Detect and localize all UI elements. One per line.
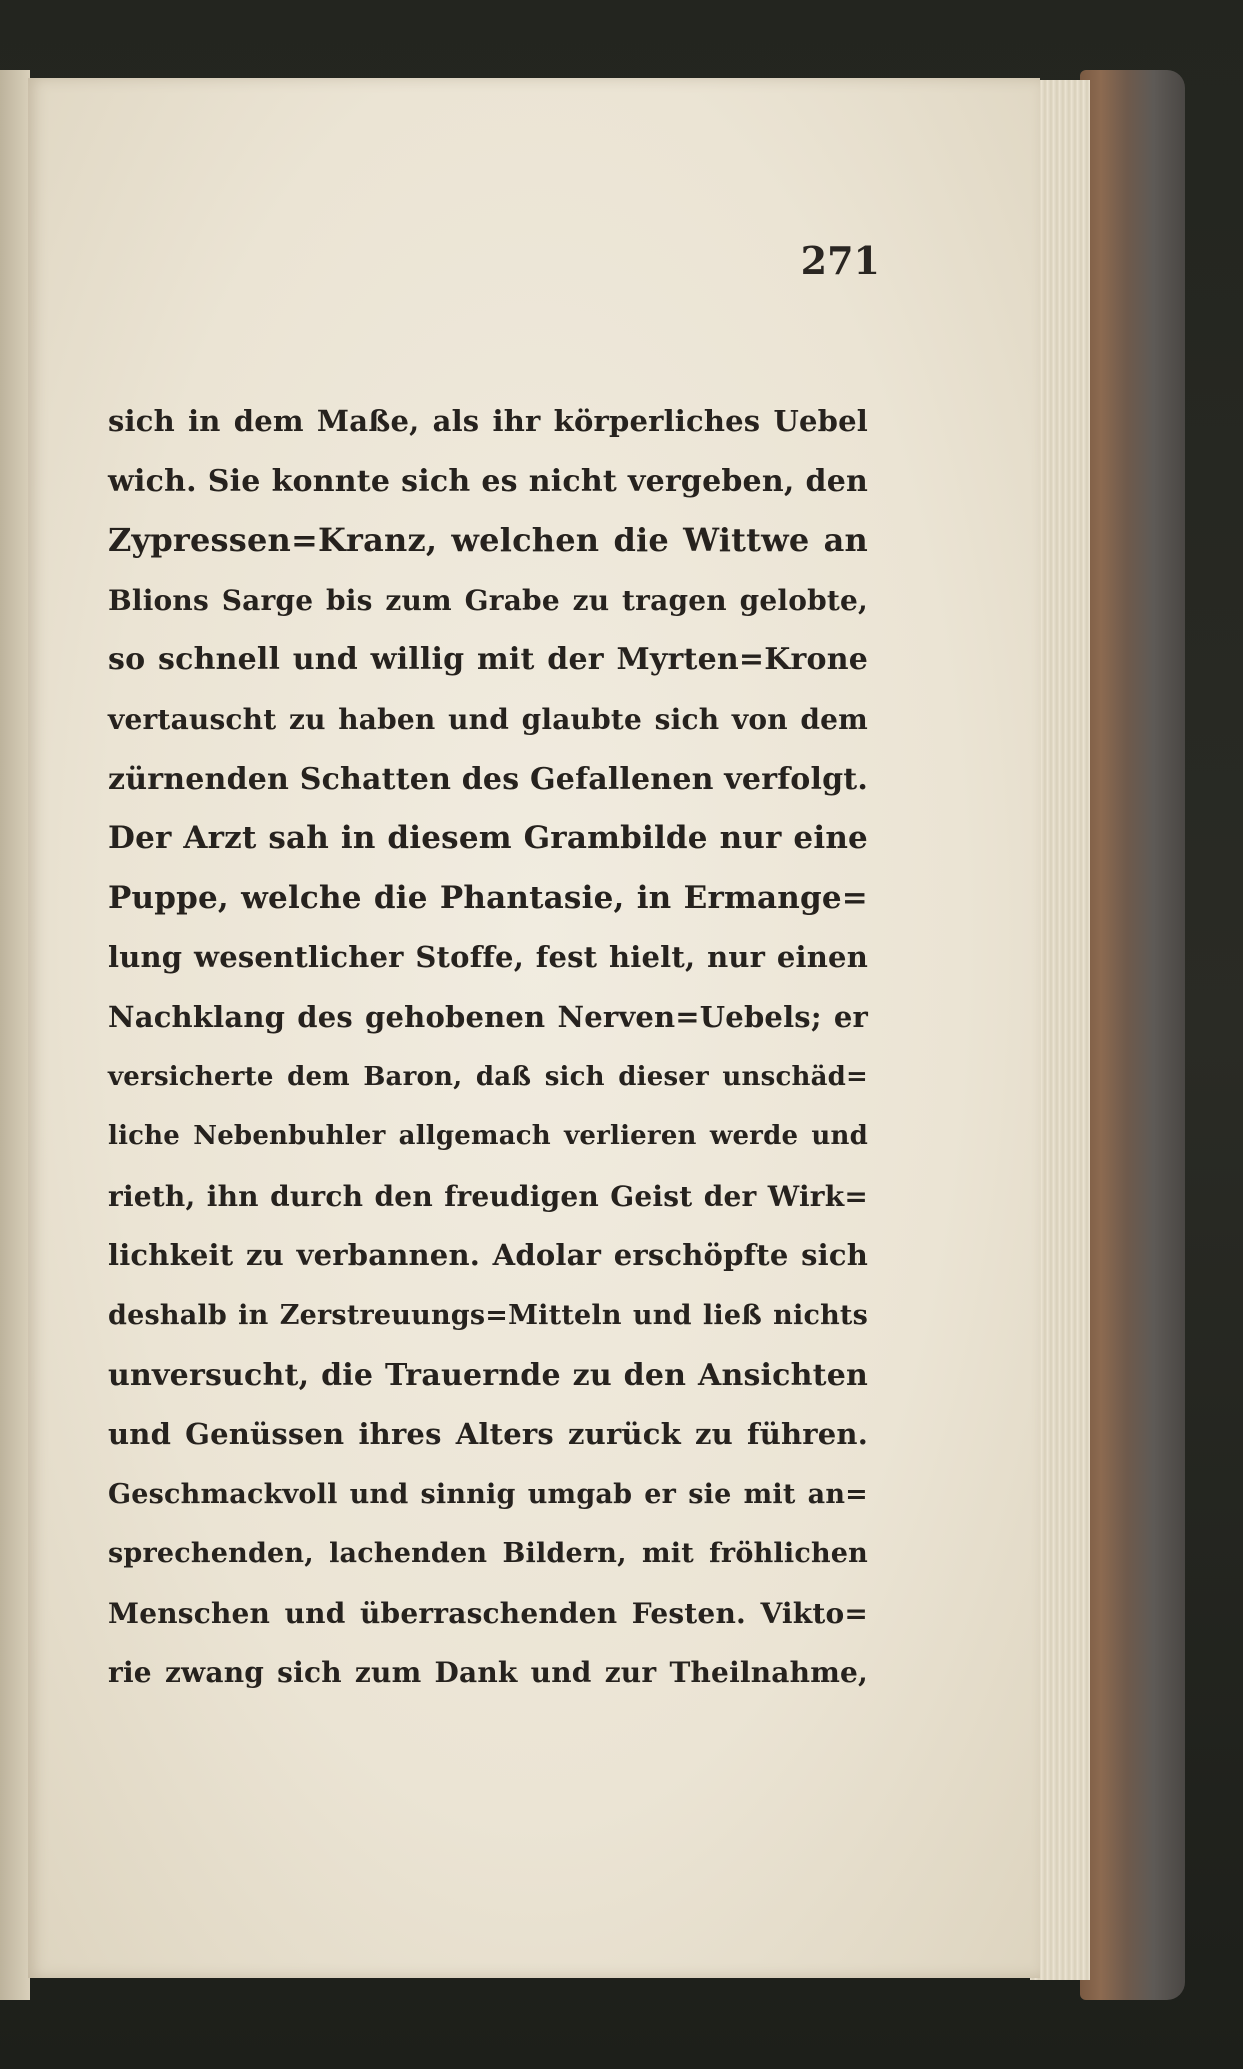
- text-line: rie zwang sich zum Dank und zur Theilnahme,: [108, 1656, 868, 1690]
- text-line: wich. Sie konnte sich es nicht vergeben, den: [108, 463, 868, 499]
- facing-page-edge: [0, 70, 30, 2000]
- text-line: Der Arzt sah in diesem Grambilde nur eine: [108, 820, 868, 857]
- text-line: Menschen und überraschenden Festen. Vikto=: [108, 1596, 868, 1630]
- text-line: vertauscht zu haben und glaubte sich von dem: [108, 702, 868, 736]
- text-line: liche Nebenbuhler allgemach verlieren werde und: [108, 1121, 868, 1152]
- text-line: Zypressen=Kranz, welchen die Wittwe an: [108, 521, 868, 560]
- book-cover-edge: [1080, 70, 1185, 2000]
- text-line: unversucht, die Trauernde zu den Ansichten: [108, 1357, 868, 1393]
- text-line: lung wesentlicher Stoffe, fest hielt, nur einen: [108, 940, 868, 975]
- text-line: Nachklang des gehobenen Nerven=Uebels; er: [108, 999, 868, 1034]
- text-line: sich in dem Maße, als ihr körperliches Uebel: [108, 404, 868, 438]
- text-line: lichkeit zu verbannen. Adolar erschöpfte sich: [108, 1238, 868, 1273]
- text-line: zürnenden Schatten des Gefallenen verfolgt.: [108, 761, 868, 797]
- page-number: 271: [800, 238, 880, 283]
- text-line: Puppe, welche die Phantasie, in Ermange=: [108, 879, 868, 916]
- text-line: rieth, ihn durch den freudigen Geist der Wirk=: [108, 1179, 868, 1213]
- text-line: versicherte dem Baron, daß sich dieser unschäd=: [108, 1061, 868, 1092]
- text-line: sprechenden, lachenden Bildern, mit fröhlichen: [108, 1538, 868, 1570]
- text-line: Blions Sarge bis zum Grabe zu tragen gelobte,: [108, 583, 868, 617]
- text-line: deshalb in Zerstreuungs=Mitteln und ließ nichts: [108, 1299, 868, 1331]
- text-line: Geschmackvoll und sinnig umgab er sie mit an=: [108, 1478, 868, 1510]
- text-line: und Genüssen ihres Alters zurück zu führen.: [108, 1417, 868, 1452]
- body-text: [108, 392, 868, 1703]
- text-line: so schnell und willig mit der Myrten=Krone: [108, 642, 868, 678]
